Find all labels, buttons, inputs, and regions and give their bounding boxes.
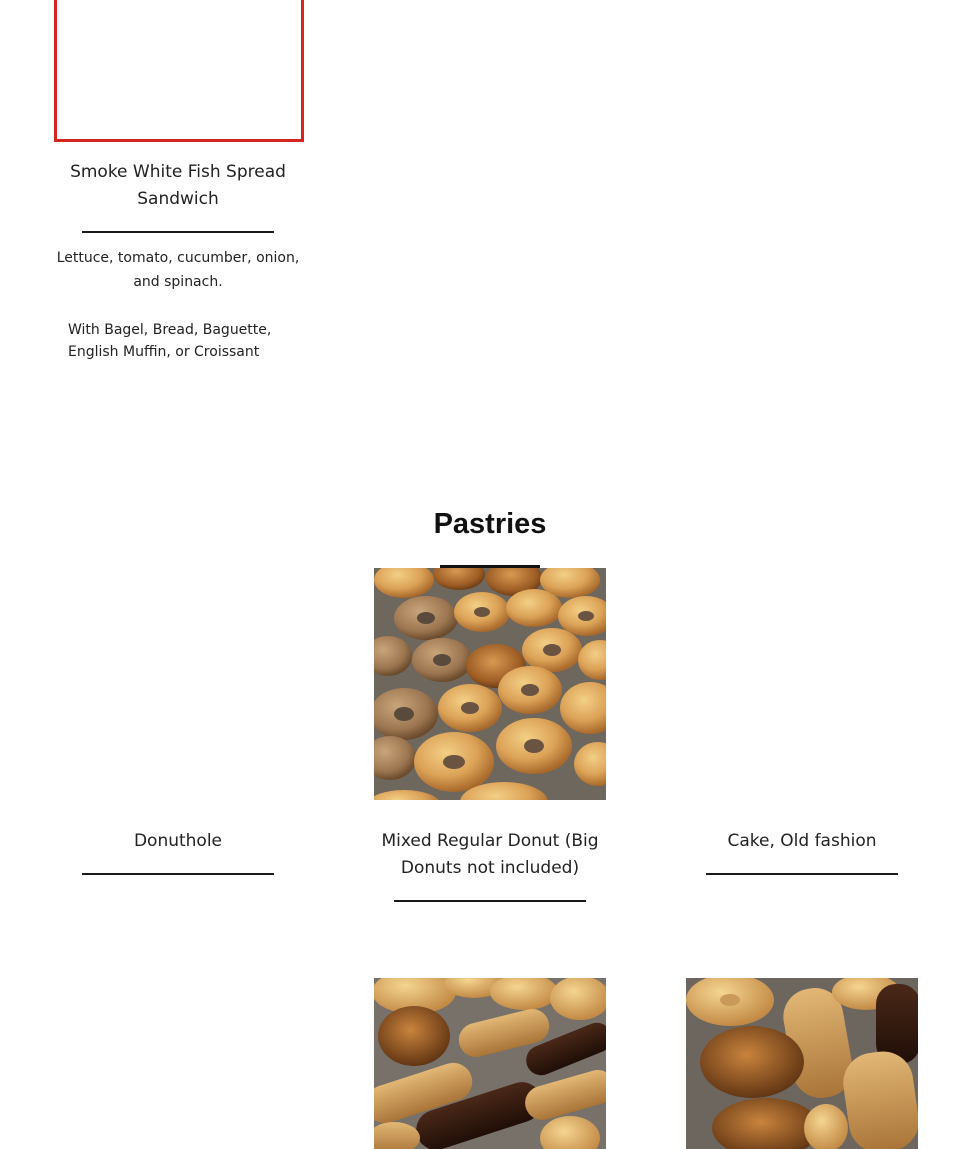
item-title: Donuthole xyxy=(133,831,223,851)
eclair-donut-tray-image xyxy=(374,978,606,1149)
mixed-donut-photo[interactable] xyxy=(374,568,606,800)
glazed-donut-tray-image xyxy=(374,568,606,800)
pastry-item-donuthole xyxy=(48,828,308,855)
item-divider xyxy=(394,900,586,902)
eclair-tray-photo[interactable] xyxy=(374,978,606,1149)
eclair-fritter-tray-image xyxy=(686,978,918,1149)
section-title: Pastries xyxy=(433,508,547,540)
item-image-frame xyxy=(54,0,304,142)
item-title: Smoke White Fish Spread Sandwich xyxy=(70,162,286,209)
item-description: Lettuce, tomato, cucumber, onion, and spinach. xyxy=(56,250,300,290)
item-title: Mixed Regular Donut (Big Donuts not included) xyxy=(381,831,599,878)
item-divider xyxy=(82,231,274,233)
item-divider xyxy=(706,873,898,875)
sandwich-item xyxy=(48,159,308,213)
item-options: With Bagel, Bread, Baguette, English Muffin, or Croissant xyxy=(68,322,272,360)
eclair-fritter-photo[interactable] xyxy=(686,978,918,1149)
pastry-item-cake-old-fashion xyxy=(672,828,932,855)
pastry-item-mixed-donut xyxy=(378,828,602,882)
item-divider xyxy=(82,873,274,875)
item-title: Cake, Old fashion xyxy=(727,831,877,851)
